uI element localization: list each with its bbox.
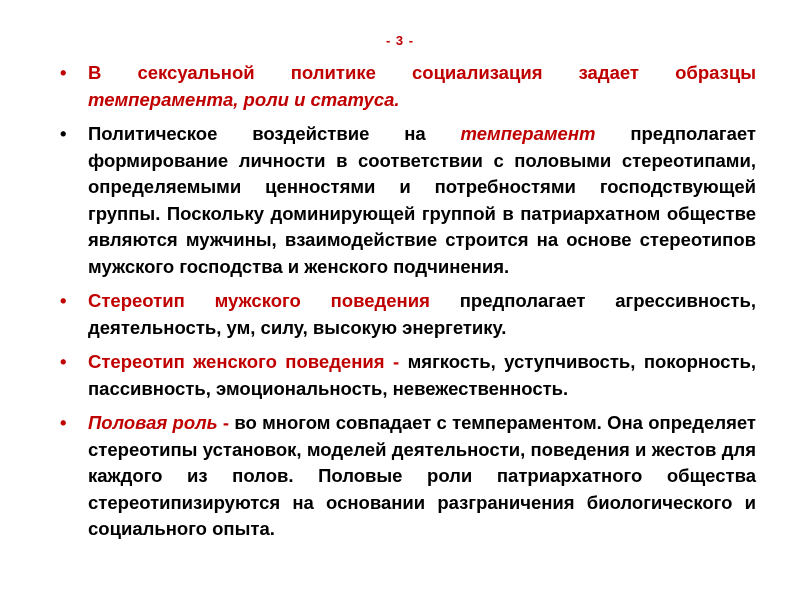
bullet-item-temperament — [60, 121, 756, 280]
text-segment-term: Стереотип мужского поведения — [88, 290, 430, 311]
bullet-marker: • — [60, 62, 67, 83]
bullet-list — [60, 60, 757, 551]
text-segment-dash: - — [217, 412, 235, 433]
bullet-marker: • — [60, 123, 67, 144]
text-segment: мягкость, уступчивость, покорность, пассивность, эмоциональность, невежественность. — [88, 351, 757, 399]
page-number: - 3 - — [385, 33, 415, 48]
text-segment: В сексуальной политике социализация задает образцы — [88, 62, 756, 83]
bullet-item-female-stereotype — [60, 349, 757, 402]
text-segment: Политическое воздействие на — [88, 123, 461, 144]
text-segment: во многом совпадает с темпераментом. Она определяет стереотипы установок, моделей деятельности, поведения и жестов для каждого из полов. Половые роли патриархатного общества стереотипизируются на основании разграничения биологического и социального опыта. — [88, 412, 756, 539]
bullet-item-socialization — [60, 60, 756, 113]
bullet-item-gender-role — [60, 410, 756, 543]
bullet-marker: • — [60, 351, 67, 372]
text-segment: предполагает агрессивность, деятельность, ум, силу, высокую энергетику. — [88, 290, 756, 338]
text-segment-emphasis: темперамент — [460, 123, 596, 144]
bullet-item-male-stereotype — [60, 288, 756, 341]
bullet-marker: • — [60, 412, 67, 433]
text-segment-emphasis: темперамента, роли и статуса. — [88, 88, 400, 110]
bullet-marker: • — [60, 290, 67, 311]
text-segment: предполагает формирование личности в соответствии с половыми стереотипами, определяемыми ценностями и потребностями господствующей группы. Поскольку доминирующей группой в патриархатном обществе являются мужчины, взаимодействие строится на основе стереотипов мужского господства и женского подчинения. — [88, 123, 756, 277]
text-segment-term: Половая роль — [88, 412, 218, 433]
text-segment-term: Стереотип женского поведения - — [88, 351, 408, 372]
